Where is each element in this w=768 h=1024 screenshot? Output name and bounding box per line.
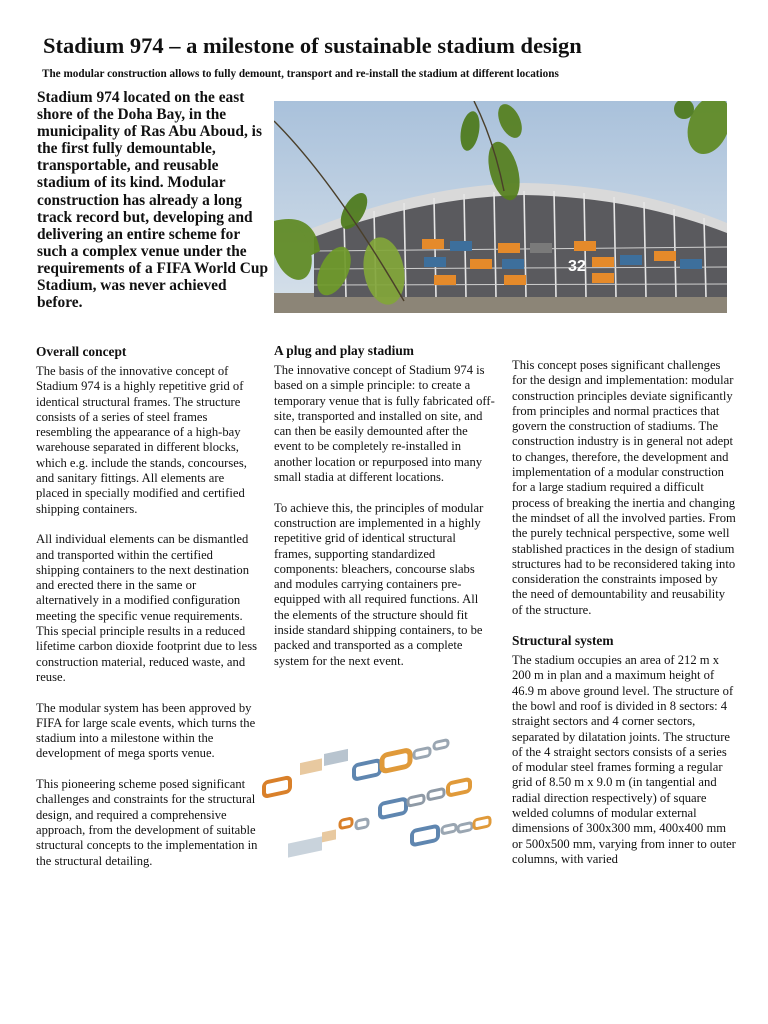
overall-concept-paragraph: This pioneering scheme posed significant challenges and constraints for the structural design, and required a comprehensive approach, from the development of suitable structural concepts to the implementation in the structural detailing. xyxy=(36,777,258,868)
concept-challenges-paragraph: This concept poses significant challenges for the design and implementation: modular construction principles deviate significantly from principles and normal practices that govern the construction of stadiums. The construction industry is in general not adept to changes, therefore, the development and implementation of a modular construction for a large stadium required a difficult process of breaking the inertia and changing the mindset of all the involved parties. From the purely technical perspective, some well stablished practices in the design of stadium structures had to be reconsidered taking into consideration the constraints imposed by the need of demountability and reusability of the structure. xyxy=(512,358,736,617)
plug-and-play-paragraph: The innovative concept of Stadium 974 is based on a simple principle: to create a temporary venue that is fully fabricated off-site, transported and installed on site, and can then be easily demounted after the event to be completely re-installed in another location or repurposed into many small stadia at different locations. xyxy=(274,363,495,485)
heading-overall-concept: Overall concept xyxy=(36,344,127,359)
plug-and-play-paragraph: To achieve this, the principles of modular construction are implemented in a highly repetitive grid of identical structural frames, supporting standardized components: bleachers, concourse slabs and modules carrying containers pre-equipped with all required functions. All the elements of the structure should fit inside standard shipping containers, to be packed and transported as a complete system for the next event. xyxy=(274,500,484,668)
modular-components-diagram xyxy=(258,738,498,866)
overall-concept-paragraph: The basis of the innovative concept of Stadium 974 is a highly repetitive grid of identical structural frames. The structure consists of a series of steel frames resembling the appearance of a high-bay warehouse separated in different blocks, which e.g. include the stands, concourses, and sanitary fittings. All elements are placed in specially modified and certified shipping containers. xyxy=(36,364,247,516)
stadium-photo xyxy=(274,101,727,313)
structural-system-paragraph: The stadium occupies an area of 212 m x 200 m in plan and a maximum height of 46.9 m above ground level. The structure of the bowl and roof is divided in 8 sectors: 4 straight sectors and 4 corner sectors, separated by dilatation joints. The structure of the 4 straight sectors consists of a series of modular steel frames forming a regular grid of 8.50 m x 9.0 m (in tangential and radial direction respectively) of square welded columns of modular external dimensions of 300x300 mm, 400x400 mm or 500x500 mm, varying from inner to outer columns, with varied xyxy=(512,653,736,866)
column-structural xyxy=(512,358,736,867)
page-title: Stadium 974 – a milestone of sustainable stadium design xyxy=(43,33,582,58)
overall-concept-paragraph: All individual elements can be dismantled and transported within the certified shipping containers to the next destination and erected there in the same or alternatively in a modified configuration meeting the specific venue requirements. This special principle results in a reduced lifetime carbon dioxide footprint due to less construction material, reduced waste, and reuse. xyxy=(36,532,258,684)
page-subtitle: The modular construction allows to fully demount, transport and re-install the stadium at different locations xyxy=(42,68,559,80)
heading-plug-and-play: A plug and play stadium xyxy=(274,343,414,358)
heading-structural-system: Structural system xyxy=(512,633,614,649)
stadium-number-label: 32 xyxy=(568,258,586,275)
overall-concept-paragraph: The modular system has been approved by FIFA for large scale events, which turns the stadium into a milestone within the development of mega sports venue. xyxy=(36,700,256,761)
column-overall-concept xyxy=(36,343,258,869)
column-plug-and-play xyxy=(274,342,496,669)
lead-paragraph: Stadium 974 located on the east shore of the Doha Bay, in the municipality of Ras Abu Aboud, is the first fully demountable, transportable, and reusable stadium of its kind. Modular construction has already a long track record but, developing and delivering an entire scheme for such a complex venue under the requirements of a FIFA World Cup Stadium, was never achieved before. xyxy=(37,89,269,312)
